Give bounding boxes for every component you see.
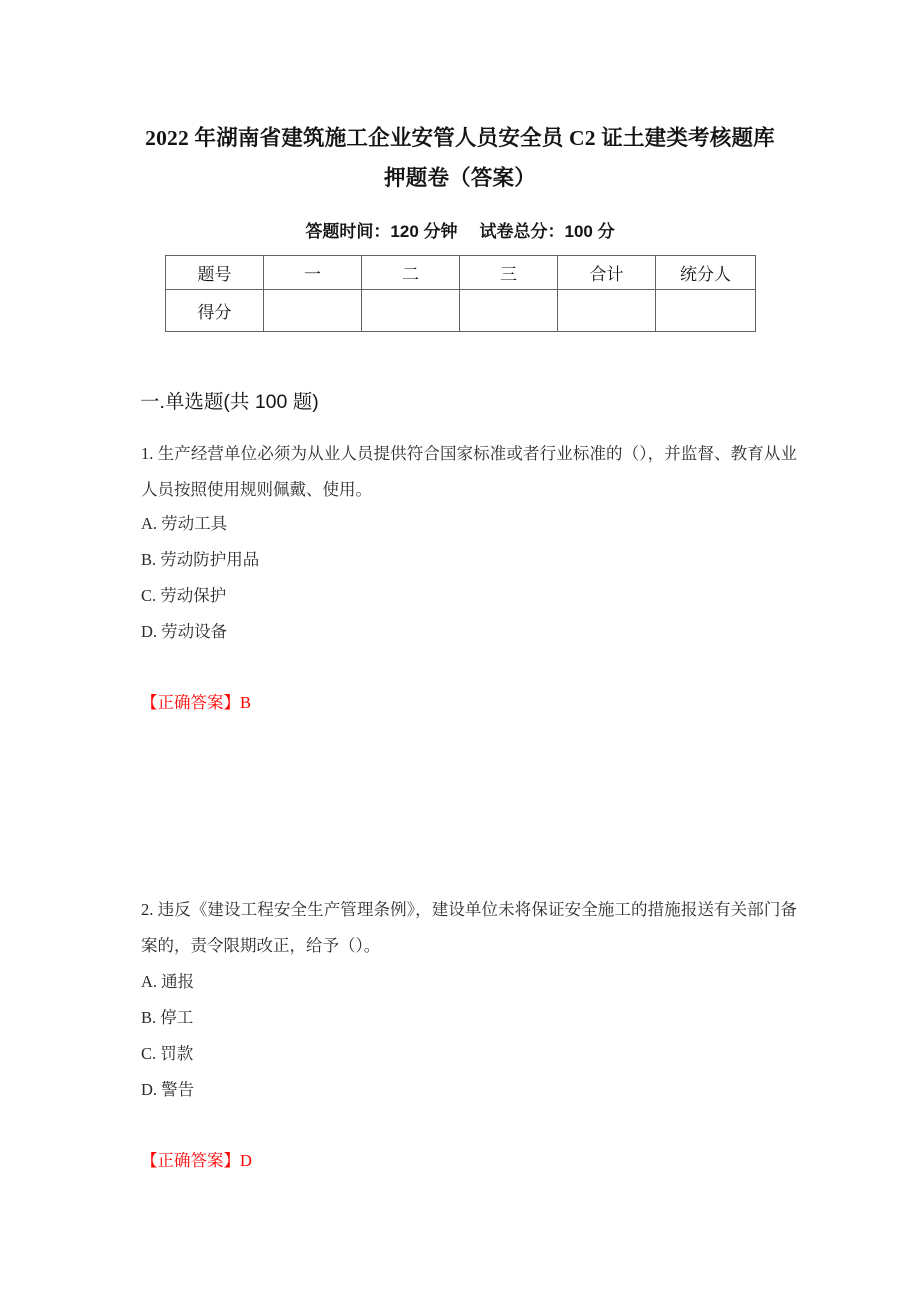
question-2-option-c[interactable]: C. 罚款 [141,1044,194,1063]
section-heading-single-choice: 一.单选题(共 100 题) [140,391,319,413]
table-row-header [166,256,756,290]
table-cell-score-5[interactable] [656,290,756,332]
question-1-option-d[interactable]: D. 劳动设备 [141,622,228,641]
question-1-answer-text: 【正确答案】B [141,693,252,712]
question-1-stem: 1. 生产经营单位必须为从业人员提供符合国家标准或者行业标准的（），并监督、教育从业人员按照使用规则佩戴、使用。 [141,444,797,499]
score-table [165,255,756,332]
table-cell-header-0: 题号 [166,256,264,290]
question-2-options [141,964,797,1108]
page-title-line-1: 2022 年湖南省建筑施工企业安管人员安全员 C2 证土建类考核题库 [145,126,775,150]
table-row-score [166,290,756,332]
question-1-options [141,506,797,650]
page-title-line-2: 押题卷（答案） [384,166,536,190]
question-1-option-b[interactable]: B. 劳动防护用品 [141,550,260,569]
table-cell-header-4: 合计 [558,256,656,290]
table-cell-header-2: 二 [362,256,460,290]
question-2-answer-text: 【正确答案】D [141,1151,252,1170]
question-2-option-a[interactable]: A. 通报 [141,972,195,991]
table-cell-header-1: 一 [264,256,362,290]
table-cell-score-1[interactable] [264,290,362,332]
question-1-option-c[interactable]: C. 劳动保护 [141,586,227,605]
table-cell-score-4[interactable] [558,290,656,332]
exam-duration: 答题时间：120 分钟 [305,222,458,241]
exam-meta [130,220,790,244]
page-title [130,118,790,198]
question-2-answer [141,1146,797,1176]
question-1-answer [141,688,797,718]
table-cell-score-0: 得分 [166,290,264,332]
question-1-option-a[interactable]: A. 劳动工具 [141,514,228,533]
table-cell-score-3[interactable] [460,290,558,332]
question-2-stem: 2. 违反《建设工程安全生产管理条例》，建设单位未将保证安全施工的措施报送有关部门备案的，责令限期改正，给予（）。 [141,900,797,955]
question-1-stem-wrapper [141,436,797,508]
exam-total-score: 试卷总分：100 分 [479,222,615,241]
question-2-option-d[interactable]: D. 警告 [141,1080,195,1099]
question-2-option-b[interactable]: B. 停工 [141,1008,194,1027]
table-cell-header-5: 统分人 [656,256,756,290]
table-cell-header-3: 三 [460,256,558,290]
question-2-stem-wrapper [141,892,797,964]
table-cell-score-2[interactable] [362,290,460,332]
